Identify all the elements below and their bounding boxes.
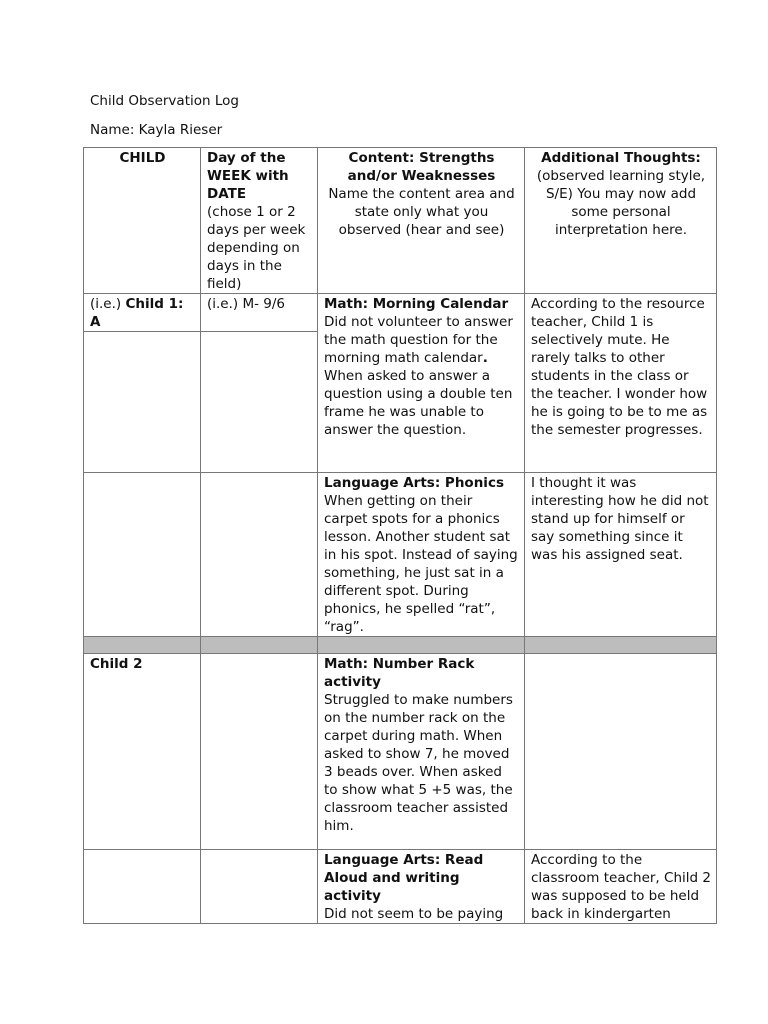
child1-day: (i.e.) M- 9/6	[201, 294, 318, 332]
table-row	[84, 654, 717, 850]
child1-thought1: According to the resource teacher, Child 1 is selectively mute. He rarely talks to other students in the class or the teacher. I wonder how he is going to be to me as the semester progresses.	[525, 294, 717, 473]
table-row	[84, 294, 717, 332]
table-row	[84, 850, 717, 924]
header-thoughts-label: Additional Thoughts:	[541, 150, 701, 166]
child1-obs2-text: When getting on their carpet spots for a phonics lesson. Another student sat in his spot. Instead of saying something, he just sat in a different spot. During phonics, he spelled “rat”, “rag”.	[324, 493, 518, 635]
child1-thought2: I thought it was interesting how he did not stand up for himself or say something since it was his assigned seat.	[525, 473, 717, 637]
header-content	[318, 148, 525, 294]
child1-label: Child 1: A	[90, 296, 184, 330]
log-title: Child Observation Log	[90, 93, 239, 109]
name-line: Name: Kayla Rieser	[90, 122, 223, 138]
separator-cell	[201, 637, 318, 654]
table-row	[84, 473, 717, 637]
header-day-note: (chose 1 or 2 days per week depending on days in the field)	[207, 204, 306, 292]
empty-cell	[201, 850, 318, 924]
child1-obs2-title: Language Arts: Phonics	[324, 475, 504, 491]
empty-cell	[201, 332, 318, 473]
child1-obs1-title: Math: Morning Calendar	[324, 296, 509, 312]
child2-cell	[84, 654, 201, 850]
empty-cell	[201, 473, 318, 637]
empty-cell	[525, 654, 717, 850]
header-content-label: Content: Strengths and/or Weaknesses	[347, 150, 496, 184]
child1-prefix: (i.e.)	[90, 296, 126, 312]
child1-obs1-text-a: Did not volunteer to answer the math question for the morning math calendar	[324, 314, 513, 366]
child1-obs1-dot: .	[482, 350, 488, 366]
header-child-label: CHILD	[119, 150, 166, 166]
child2-obs1	[318, 654, 525, 850]
header-child	[84, 148, 201, 294]
child2-obs1-title: Math: Number Rack activity	[324, 656, 475, 690]
header-content-note: Name the content area and state only what you observed (hear and see)	[328, 186, 515, 238]
separator-cell	[318, 637, 525, 654]
empty-cell	[84, 850, 201, 924]
separator-cell	[84, 637, 201, 654]
separator-cell	[525, 637, 717, 654]
child2-thought2: According to the classroom teacher, Child 2 was supposed to be held back in kindergarten	[525, 850, 717, 924]
child1-obs2	[318, 473, 525, 637]
child2-obs2	[318, 850, 525, 924]
child1-cell	[84, 294, 201, 332]
header-thoughts-note: (observed learning style, S/E) You may now add some personal interpretation here.	[536, 168, 706, 238]
header-thoughts	[525, 148, 717, 294]
empty-cell	[84, 473, 201, 637]
header-day-label: Day of the WEEK with DATE	[207, 150, 289, 202]
observation-table	[83, 147, 717, 924]
empty-cell	[201, 654, 318, 850]
child2-obs2-text: Did not seem to be paying	[324, 906, 504, 922]
header-row	[84, 148, 717, 294]
child2-label: Child 2	[90, 656, 143, 672]
child1-obs1-text-b: When asked to answer a question using a double ten frame he was unable to answer the question.	[324, 368, 513, 438]
child2-obs2-title: Language Arts: Read Aloud and writing activity	[324, 852, 484, 904]
child1-obs1	[318, 294, 525, 473]
separator-row	[84, 637, 717, 654]
child2-obs1-text: Struggled to make numbers on the number rack on the carpet during math. When asked to show 7, he moved 3 beads over. When asked to show what 5 +5 was, the classroom teacher assisted him.	[324, 692, 513, 834]
header-day	[201, 148, 318, 294]
empty-cell	[84, 332, 201, 473]
